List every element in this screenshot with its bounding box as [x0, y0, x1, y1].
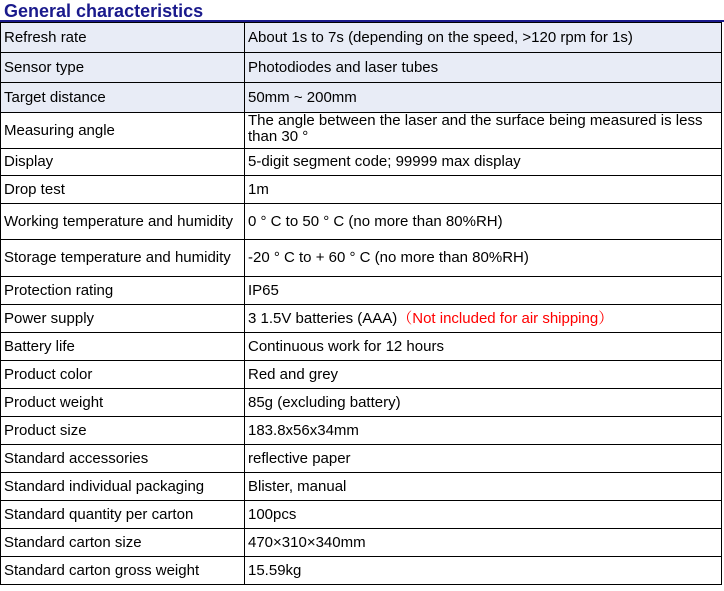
row-value: About 1s to 7s (depending on the speed, >120 rpm for 1s)	[245, 23, 722, 53]
row-value	[245, 305, 722, 333]
table-row	[1, 333, 722, 361]
table-row	[1, 149, 722, 176]
table-row	[1, 445, 722, 473]
table-row	[1, 417, 722, 445]
table-row	[1, 529, 722, 557]
row-value: Continuous work for 12 hours	[245, 333, 722, 361]
row-value: -20 ° C to + 60 ° C (no more than 80%RH)	[245, 240, 722, 277]
table-row	[1, 23, 722, 53]
table-row	[1, 204, 722, 240]
shipping-note: （Not included for air shipping）	[397, 309, 614, 327]
row-label: Sensor type	[1, 53, 245, 83]
row-value: 1m	[245, 176, 722, 204]
row-label: Working temperature and humidity	[1, 204, 245, 240]
row-label: Display	[1, 149, 245, 176]
row-label: Product size	[1, 417, 245, 445]
table-row	[1, 501, 722, 529]
row-value: 50mm ~ 200mm	[245, 83, 722, 113]
row-label: Protection rating	[1, 277, 245, 305]
row-label: Product color	[1, 361, 245, 389]
table-row	[1, 240, 722, 277]
row-value: Photodiodes and laser tubes	[245, 53, 722, 83]
table-row	[1, 53, 722, 83]
row-value: 470×310×340mm	[245, 529, 722, 557]
row-value: Red and grey	[245, 361, 722, 389]
row-label: Target distance	[1, 83, 245, 113]
row-value: 183.8x56x34mm	[245, 417, 722, 445]
row-label: Battery life	[1, 333, 245, 361]
table-row	[1, 305, 722, 333]
power-supply-value: 3 1.5V batteries (AAA)	[248, 309, 398, 327]
table-row	[1, 83, 722, 113]
table-row	[1, 473, 722, 501]
table-row	[1, 557, 722, 585]
row-label: Product weight	[1, 389, 245, 417]
row-label: Standard quantity per carton	[1, 501, 245, 529]
row-label: Refresh rate	[1, 23, 245, 53]
row-label: Drop test	[1, 176, 245, 204]
row-value: 0 ° C to 50 ° C (no more than 80%RH)	[245, 204, 722, 240]
row-value: IP65	[245, 277, 722, 305]
table-row	[1, 113, 722, 149]
table-row	[1, 389, 722, 417]
table-row	[1, 277, 722, 305]
row-value: reflective paper	[245, 445, 722, 473]
table-row	[1, 361, 722, 389]
row-value: Blister, manual	[245, 473, 722, 501]
row-label: Standard accessories	[1, 445, 245, 473]
characteristics-table	[0, 22, 722, 585]
row-value: 5-digit segment code; 99999 max display	[245, 149, 722, 176]
row-label: Power supply	[1, 305, 245, 333]
row-label: Standard individual packaging	[1, 473, 245, 501]
row-value: The angle between the laser and the surface being measured is less than 30 °	[245, 113, 722, 149]
row-value: 85g (excluding battery)	[245, 389, 722, 417]
row-label: Storage temperature and humidity	[1, 240, 245, 277]
row-label: Standard carton size	[1, 529, 245, 557]
table-row	[1, 176, 722, 204]
row-label: Standard carton gross weight	[1, 557, 245, 585]
row-value: 100pcs	[245, 501, 722, 529]
section-title: General characteristics	[0, 0, 724, 22]
row-label: Measuring angle	[1, 113, 245, 149]
row-value: 15.59kg	[245, 557, 722, 585]
